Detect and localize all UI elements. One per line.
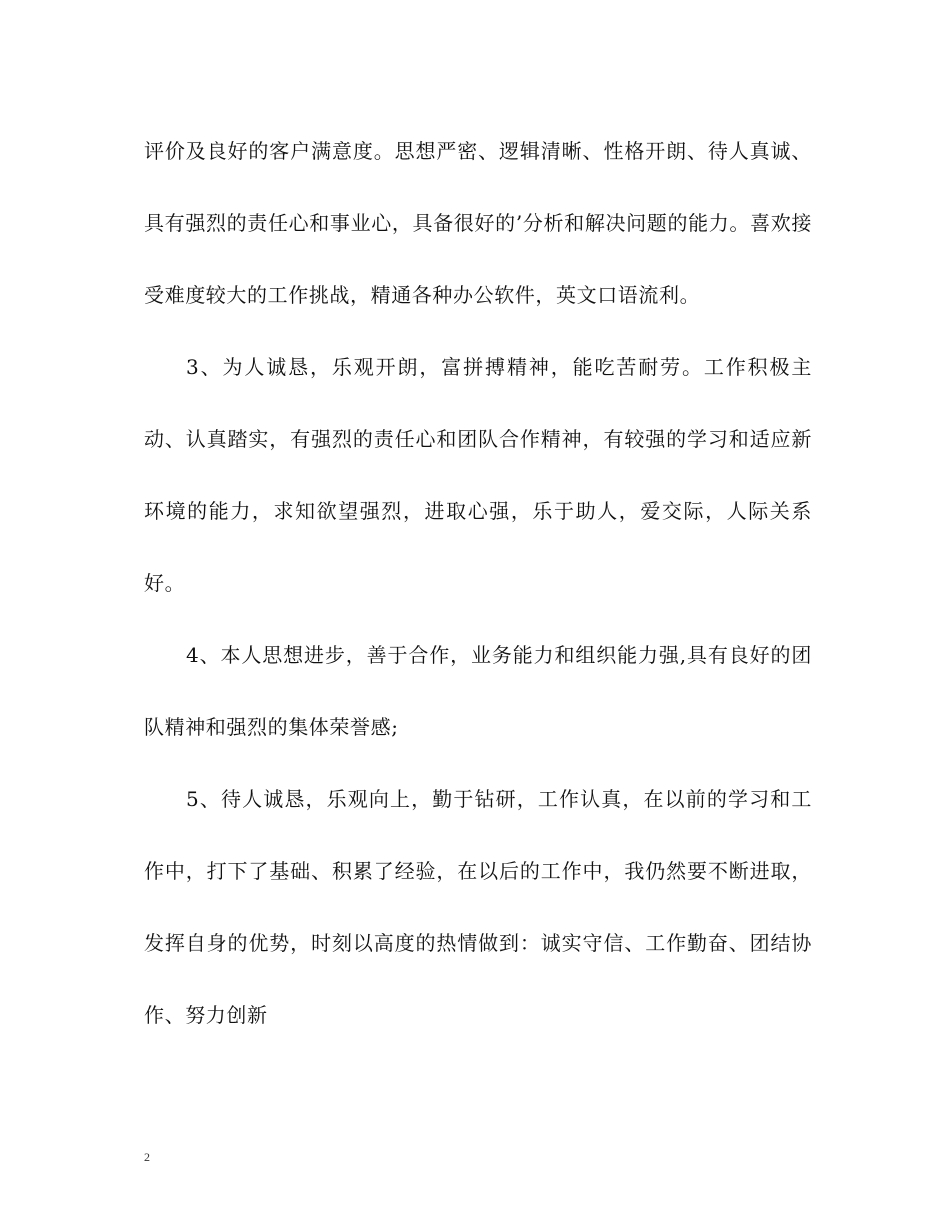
document-body: [144, 115, 812, 1051]
paragraph-item-4: 4、本人思想进步，善于合作，业务能力和组织能力强,具有良好的团队精神和强烈的集体荣誉感;: [144, 643, 812, 739]
page-number: 2: [144, 1150, 150, 1164]
paragraph-continuation: 评价及良好的客户满意度。思想严密、逻辑清晰、性格开朗、待人真诚、具有强烈的责任心和事业心，具备很好的’分析和解决问题的能力。喜欢接受难度较大的工作挑战，精通各种办公软件，英文口语流利。: [144, 139, 812, 307]
paragraph-item-5: 5、待人诚恳，乐观向上，勤于钻研，工作认真，在以前的学习和工作中，打下了基础、积累了经验，在以后的工作中，我仍然要不断进取，发挥自身的优势，时刻以高度的热情做到：诚实守信、工作勤奋、团结协作、努力创新: [144, 787, 812, 1027]
paragraph-item-3: 3、为人诚恳，乐观开朗，富拼搏精神，能吃苦耐劳。工作积极主动、认真踏实，有强烈的责任心和团队合作精神，有较强的学习和适应新环境的能力，求知欲望强烈，进取心强，乐于助人，爱交际，人际关系好。: [144, 355, 812, 595]
